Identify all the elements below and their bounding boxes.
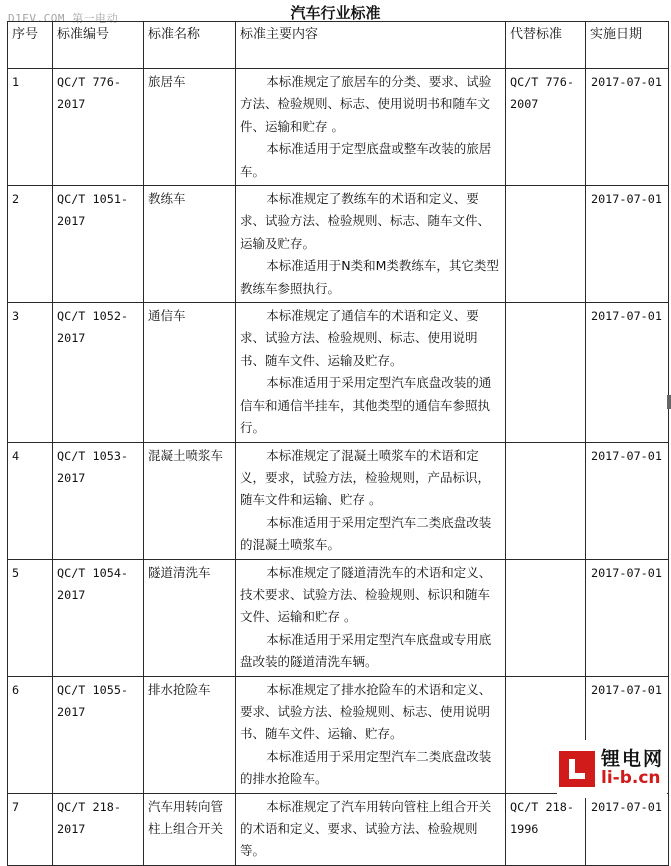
logo-chinese-name: 锂电网 xyxy=(601,748,665,771)
row-code: QC/T 1052-2017 xyxy=(53,303,144,442)
row-content xyxy=(236,442,506,559)
row-date: 2017-07-01 xyxy=(586,69,669,186)
row-no: 6 xyxy=(8,676,53,793)
header-date: 实施日期 xyxy=(586,22,669,69)
row-replaces xyxy=(506,303,586,442)
row-no: 7 xyxy=(8,793,53,865)
table-row xyxy=(8,793,669,865)
page-title: 汽车行业标准 xyxy=(290,4,381,22)
row-content-p1: 本标准规定了通信车的术语和定义、要求、试验方法、检验规则、标志、使用说明书、随车文件、运输及贮存。 xyxy=(240,308,479,368)
row-code: QC/T 1055-2017 xyxy=(53,676,144,793)
table-row xyxy=(8,303,669,442)
logo-mark-icon xyxy=(559,751,595,787)
row-name: 汽车用转向管柱上组合开关 xyxy=(144,793,236,865)
row-name: 隧道清洗车 xyxy=(144,559,236,676)
row-content xyxy=(236,676,506,793)
table-row xyxy=(8,186,669,303)
row-date: 2017-07-01 xyxy=(586,559,669,676)
logo-domain: li-b.cn xyxy=(601,768,661,789)
watermark-text: D1EV.COM 第一电动 xyxy=(8,12,119,25)
row-no: 2 xyxy=(8,186,53,303)
row-content-p1: 本标准规定了混凝土喷浆车的术语和定义，要求，试验方法，检验规则，产品标识，随车文件和运输、贮存 。 xyxy=(240,447,491,508)
header-replaces: 代替标准 xyxy=(506,22,586,69)
row-no: 1 xyxy=(8,69,53,186)
header-content: 标准主要内容 xyxy=(236,22,506,69)
row-date: 2017-07-01 xyxy=(586,186,669,303)
row-name: 排水抢险车 xyxy=(144,676,236,793)
row-name: 旅居车 xyxy=(144,69,236,186)
row-content xyxy=(236,186,506,303)
row-content-p2: 本标准适用于定型底盘或整车改装的旅居车。 xyxy=(240,141,492,179)
row-no: 4 xyxy=(8,442,53,559)
row-content-p2: 本标准适用于采用定型汽车底盘改装的通信车和通信半挂车，其他类型的通信车参照执行。 xyxy=(240,375,492,436)
row-date: 2017-07-01 xyxy=(586,793,669,865)
row-content-p1: 本标准规定了排水抢险车的术语和定义、要求、试验方法、检验规则、标志、使用说明书、随车文件、运输、贮存。 xyxy=(240,681,492,742)
row-date: 2017-07-01 xyxy=(586,442,669,559)
row-replaces: QC/T 776-2007 xyxy=(506,69,586,186)
row-name: 教练车 xyxy=(144,186,236,303)
row-content xyxy=(236,559,506,676)
row-replaces: QC/T 218-1996 xyxy=(506,793,586,865)
row-content-p1: 本标准规定了汽车用转向管柱上组合开关的术语和定义、要求、试验方法、检验规则等。 xyxy=(240,798,492,859)
row-date: 2017-07-01 xyxy=(586,676,669,793)
row-replaces xyxy=(506,186,586,303)
row-content-p2: 本标准适用于采用定型汽车二类底盘改装的混凝土喷浆车。 xyxy=(240,514,492,553)
site-logo xyxy=(557,740,667,798)
row-content-p2: 本标准适用于采用定型汽车底盘或专用底盘改装的隧道清洗车辆。 xyxy=(240,631,492,670)
row-code: QC/T 218-2017 xyxy=(53,793,144,865)
row-content xyxy=(236,303,506,442)
row-content-p1: 本标准规定了教练车的术语和定义、要求、试验方法、检验规则、标志、随车文件、运输及贮存。 xyxy=(240,191,491,251)
row-content xyxy=(236,69,506,186)
table-row xyxy=(8,442,669,559)
row-code: QC/T 776-2017 xyxy=(53,69,144,186)
row-code: QC/T 1053-2017 xyxy=(53,442,144,559)
row-replaces xyxy=(506,442,586,559)
header-code: 标准编号 xyxy=(53,22,144,69)
row-content-p1: 本标准规定了旅居车的分类、要求、试验方法、检验规则、标志、使用说明书和随车文件、运输和贮存 。 xyxy=(240,74,492,134)
row-content-p2: 本标准适用于采用定型汽车二类底盘改装的排水抢险车。 xyxy=(240,748,492,787)
row-code: QC/T 1051-2017 xyxy=(53,186,144,303)
row-content-p2: 本标准适用于N类和M类教练车，其它类型教练车参照执行。 xyxy=(240,258,499,296)
table-row xyxy=(8,69,669,186)
row-content-p1: 本标准规定了隧道清洗车的术语和定义、技术要求、试验方法、检验规则、标识和随车文件、运输和贮存 。 xyxy=(240,564,492,625)
table-row xyxy=(8,559,669,676)
row-no: 5 xyxy=(8,559,53,676)
row-no: 3 xyxy=(8,303,53,442)
table-header-row xyxy=(8,22,669,69)
row-code: QC/T 1054-2017 xyxy=(53,559,144,676)
header-name: 标准名称 xyxy=(144,22,236,69)
row-replaces xyxy=(506,559,586,676)
row-name: 通信车 xyxy=(144,303,236,442)
header-no: 序号 xyxy=(8,22,53,69)
row-name: 混凝土喷浆车 xyxy=(144,442,236,559)
logo-text xyxy=(601,750,664,788)
row-content xyxy=(236,793,506,865)
row-date: 2017-07-01 xyxy=(586,303,669,442)
scrollbar-handle[interactable] xyxy=(667,395,671,409)
